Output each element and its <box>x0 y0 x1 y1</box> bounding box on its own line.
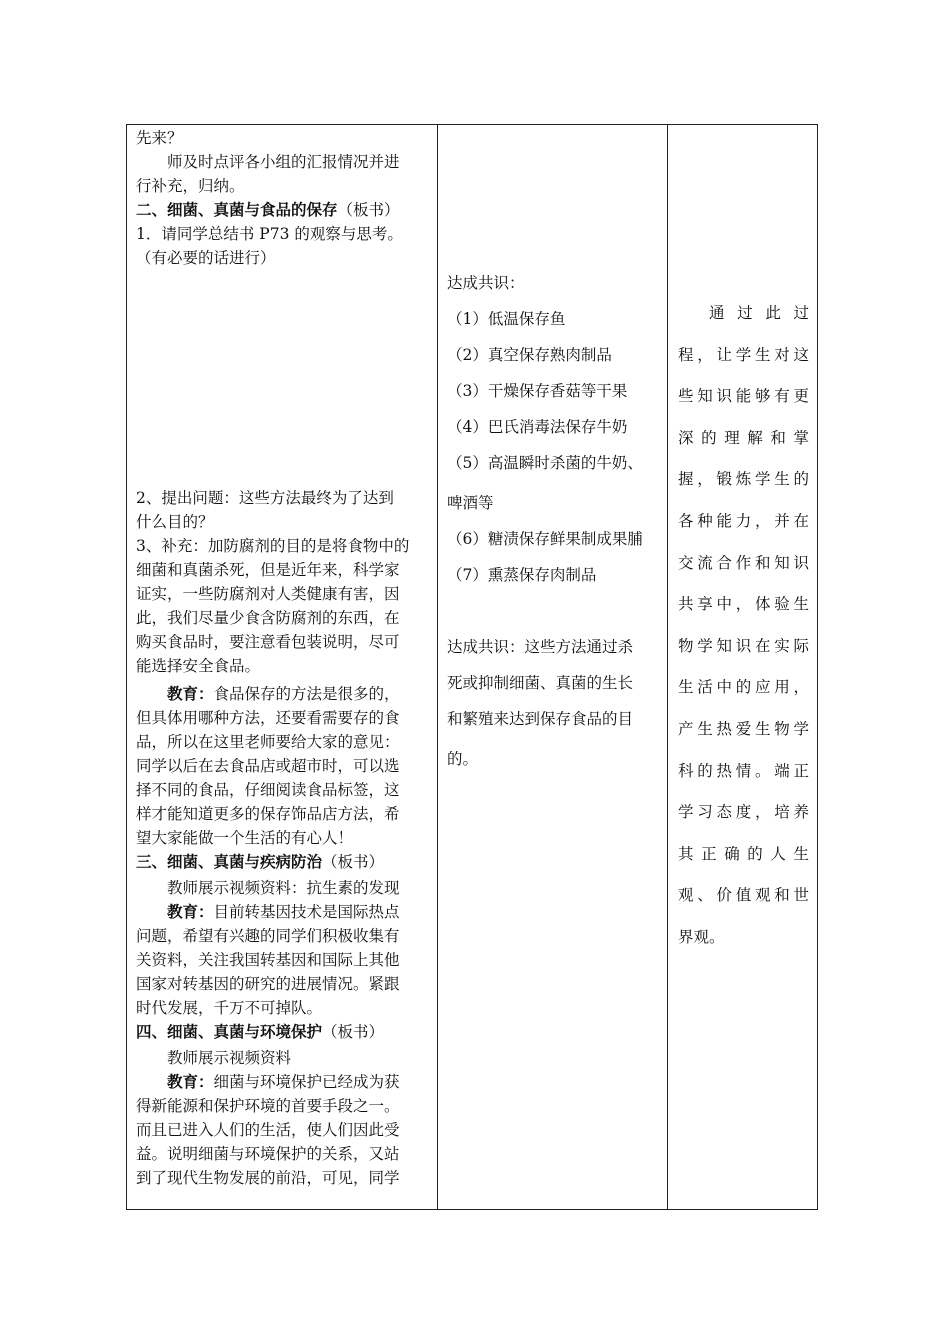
teacher-text-line <box>136 1072 431 1092</box>
line-text: 品，所以在这里老师要给大家的意见： <box>136 733 400 751</box>
line-text: 关资料，关注我国转基因和国际上其他 <box>136 951 400 969</box>
teacher-text-line <box>136 512 431 532</box>
teacher-text-line <box>136 732 431 752</box>
teacher-text-line <box>136 852 431 872</box>
design-intent-line: 交流合作和知识 <box>678 553 809 572</box>
design-intent-line: 产生热爱生物学 <box>678 720 809 738</box>
teacher-text-line <box>136 488 431 508</box>
teacher-activity-text <box>127 125 437 1209</box>
teacher-text-line <box>136 878 431 898</box>
line-text: 教师展示视频资料 <box>167 1049 292 1067</box>
line-text: 而且已进入人们的生活，使人们因此受 <box>136 1121 400 1139</box>
student-text-line: 达成共识： <box>447 274 525 292</box>
teacher-text-line <box>136 176 431 196</box>
teacher-text-line <box>136 560 431 580</box>
line-text: （板书） <box>322 1023 385 1041</box>
design-intent-text <box>668 125 817 1209</box>
student-text-line: （4）巴氏消毒法保存牛奶 <box>447 418 628 436</box>
line-text: 此，我们尽量少食含防腐剂的东西，在 <box>136 609 400 627</box>
line-text: 细菌和真菌杀死，但是近年来，科学家 <box>136 561 400 579</box>
design-intent-line: 生活中的应用， <box>678 678 809 697</box>
teacher-text-line <box>136 974 431 994</box>
student-text-line: （3）干燥保存香菇等干果 <box>447 382 628 400</box>
teacher-text-line <box>136 950 431 970</box>
student-text-line: （2）真空保存熟肉制品 <box>447 346 612 364</box>
bold-heading: 教育： <box>167 684 214 703</box>
bold-heading: 教育： <box>167 1072 214 1091</box>
design-intent-line: 握，锻炼学生的 <box>678 470 809 489</box>
design-intent-line: 观、价值观和世 <box>678 886 809 905</box>
design-intent-line: 其正确的人生 <box>678 844 809 863</box>
line-text: 能选择安全食品。 <box>136 657 261 675</box>
line-text: 什么目的？ <box>136 513 214 531</box>
bold-heading: 四、细菌、真菌与环境保护 <box>136 1022 323 1041</box>
teacher-text-line <box>136 128 431 148</box>
teacher-text-line <box>136 584 431 604</box>
design-intent-line: 科的热情。端正 <box>678 761 809 780</box>
teacher-text-line <box>136 656 431 676</box>
line-text: 1．请同学总结书 P73 的观察与思考。 <box>136 225 403 243</box>
teacher-text-line <box>136 780 431 800</box>
line-text: 行补充，归纳。 <box>136 177 245 195</box>
line-text: （板书） <box>337 201 400 219</box>
student-text-line: 达成共识：这些方法通过杀 <box>447 638 634 656</box>
line-text: 择不同的食品，仔细阅读食品标签，这 <box>136 781 400 799</box>
teacher-text-line <box>136 1048 431 1068</box>
design-intent-line: 界观。 <box>678 928 725 946</box>
line-text: 证实，一些防腐剂对人类健康有害，因 <box>136 585 400 603</box>
student-text-line: 死或抑制细菌、真菌的生长 <box>447 674 634 692</box>
line-text: 教师展示视频资料：抗生素的发现 <box>167 879 400 897</box>
line-text: 3、补充：加防腐剂的目的是将食物中的 <box>136 537 410 555</box>
teacher-text-line <box>136 828 431 848</box>
line-text: 购买食品时，要注意看包装说明，尽可 <box>136 633 400 651</box>
bold-heading: 二、细菌、真菌与食品的保存 <box>136 200 338 219</box>
bold-heading: 教育： <box>167 902 214 921</box>
line-text: 得新能源和保护环境的首要手段之一。 <box>136 1097 400 1115</box>
teacher-text-line <box>136 902 431 922</box>
design-intent-line: 各种能力，并在 <box>678 512 809 530</box>
line-text: 时代发展，千万不可掉队。 <box>136 999 323 1017</box>
design-intent-line: 些知识能够有更 <box>678 387 809 406</box>
teacher-text-line <box>136 756 431 776</box>
student-text-line: 和繁殖来达到保存食品的目 <box>447 710 634 728</box>
design-intent-line: 共享中，体验生 <box>678 595 809 614</box>
lesson-plan-table <box>126 124 818 1210</box>
teacher-text-line <box>136 152 431 172</box>
design-intent-line: 物学知识在实际 <box>678 636 809 655</box>
student-text-line: （7）熏蒸保存肉制品 <box>447 566 597 584</box>
line-text: （板书） <box>322 853 385 871</box>
line-text: 国家对转基因的研究的进展情况。紧跟 <box>136 975 400 993</box>
teacher-text-line <box>136 200 431 220</box>
teacher-text-line <box>136 608 431 628</box>
teacher-text-line <box>136 1096 431 1116</box>
design-intent-line: 通过此过 <box>709 304 809 322</box>
teacher-text-line <box>136 1144 431 1164</box>
line-text: 到了现代生物发展的前沿，可见，同学 <box>136 1169 400 1187</box>
student-text-line: （6）糖渍保存鲜果制成果脯 <box>447 530 643 548</box>
student-activity-text <box>438 125 667 1209</box>
line-text: 但具体用哪种方法，还要看需要存的食 <box>136 709 400 727</box>
line-text: 目前转基因技术是国际热点 <box>213 903 400 921</box>
teacher-text-line <box>136 708 431 728</box>
teacher-activity-cell <box>127 125 438 1210</box>
line-text: 师及时点评各小组的汇报情况并进 <box>167 153 400 171</box>
teacher-text-line <box>136 1168 431 1188</box>
teacher-text-line <box>136 248 431 268</box>
line-text: 问题，希望有兴趣的同学们积极收集有 <box>136 927 400 945</box>
teacher-text-line <box>136 1022 431 1042</box>
line-text: （有必要的话进行） <box>136 249 276 267</box>
design-intent-line: 深的理解和掌 <box>678 428 809 447</box>
teacher-text-line <box>136 536 431 556</box>
design-intent-cell <box>668 125 818 1210</box>
student-text-line: （5）高温瞬时杀菌的牛奶、 <box>447 454 643 472</box>
design-intent-line: 程，让学生对这 <box>678 345 809 364</box>
line-text: 望大家能做一个生活的有心人！ <box>136 829 354 847</box>
line-text: 食品保存的方法是很多的， <box>213 685 400 703</box>
bold-heading: 三、细菌、真菌与疾病防治 <box>136 852 323 871</box>
teacher-text-line <box>136 632 431 652</box>
teacher-text-line <box>136 998 431 1018</box>
teacher-text-line <box>136 224 431 244</box>
teacher-text-line <box>136 684 431 704</box>
line-text: 同学以后在去食品店或超市时，可以选 <box>136 757 400 775</box>
line-text: 细菌与环境保护已经成为获 <box>213 1073 400 1091</box>
line-text: 益。说明细菌与环境保护的关系，又站 <box>136 1145 400 1163</box>
line-text: 先来？ <box>136 129 183 147</box>
student-text-line: 的。 <box>447 750 479 768</box>
table-row <box>127 125 818 1210</box>
teacher-text-line <box>136 804 431 824</box>
line-text: 2、提出问题：这些方法最终为了达到 <box>136 489 394 507</box>
teacher-text-line <box>136 926 431 946</box>
line-text: 样才能知道更多的保存饰品店方法，希 <box>136 805 400 823</box>
teacher-text-line <box>136 1120 431 1140</box>
student-text-line: 啤酒等 <box>447 494 494 512</box>
student-activity-cell <box>438 125 668 1210</box>
design-intent-line: 学习态度，培养 <box>678 803 809 822</box>
student-text-line: （1）低温保存鱼 <box>447 310 566 328</box>
